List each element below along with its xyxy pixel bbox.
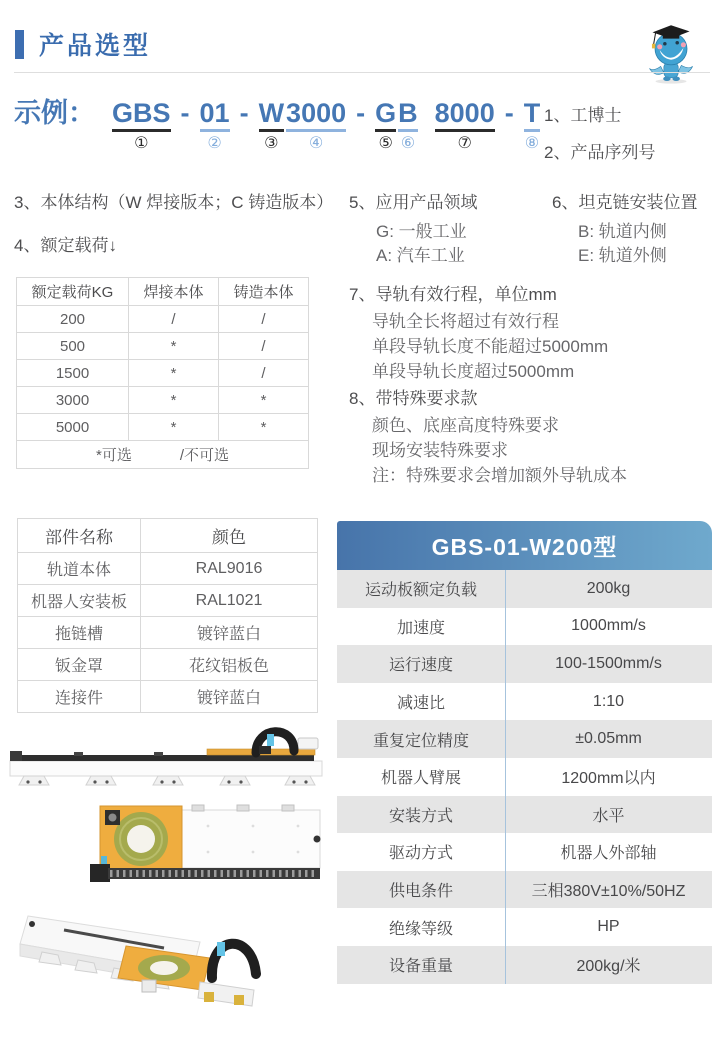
model-segment: W ③ [258,98,285,153]
section-8-line: 注：特殊要求会增加额外导轨成本 [372,466,627,485]
segment-number: ① [134,135,149,153]
rated-load-table [16,277,309,469]
title-accent-bar [15,30,24,59]
segment-number: ⑤ [378,135,393,153]
segment-number: ⑧ [524,135,540,153]
section-8-line: 现场安装特殊要求 [372,441,508,460]
color-table-header: 部件名称 [18,519,141,553]
section-8-line: 颜色、底座高度特殊要求 [372,416,559,435]
table-footer-row [17,441,309,469]
model-segment: T ⑧ [523,98,541,153]
spec-row: 减速比 1:10 [396,692,625,713]
table-row: 连接件 镀锌蓝白 [18,681,318,713]
model-separator: - [356,98,366,128]
example-note-1: 1、工博士 [544,106,622,125]
load-table-legend: /不可选 [179,447,229,464]
segment-number: ② [207,135,222,153]
table-row: 500 * / [17,333,309,360]
table-row: 3000 * * [17,387,309,414]
spec-row: 供电条件 三相380V±10%/50HZ [337,871,712,909]
spec-table [337,521,712,984]
table-row: 5000 * * [17,414,309,441]
spec-row: 重复定位精度 ±0.05mm [337,720,712,758]
segment-number: ⑦ [457,135,472,153]
table-row: 拖链槽 镀锌蓝白 [18,617,318,649]
spec-row: 安装方式 水平 [337,796,712,834]
section-6-item: B: 轨道内侧 [578,222,667,241]
section-7-line: 单段导轨长度不能超过5000mm [372,337,609,356]
section-5-heading: 5、应用产品领域 [349,193,478,212]
product-photo-rail-top-view [88,798,328,886]
section-7-heading: 7、导轨有效行程，单位mm [349,285,557,304]
model-segment: B ⑥ [398,98,418,153]
model-segment: 8000 ⑦ [434,98,495,153]
model-separator: - [504,98,514,128]
segment-number: ⑥ [400,135,416,153]
header-divider [14,72,710,73]
table-row: 钣金罩 花纹铝板色 [18,649,318,681]
section-6-item: E: 轨道外侧 [578,246,667,265]
table-row: 1500 * / [17,360,309,387]
spec-row: 加速度 1000mm/s [396,617,646,637]
section-5-item: A: 汽车工业 [376,246,465,265]
mascot-doctor-icon [636,20,704,84]
example-note-2: 2、产品序列号 [544,143,656,162]
load-table-legend: *可选 [95,447,132,464]
model-separator: - [180,98,190,128]
segment-number: ④ [308,135,324,153]
example-label: 示例： [14,98,95,128]
section-3-heading: 3、本体结构（W 焊接版本；C 铸造版本） [14,193,334,212]
table-row: 轨道本体 RAL9016 [18,553,318,585]
spec-table-title: GBS-01-W200型 [337,521,712,570]
section-7-line: 导轨全长将超过有效行程 [372,312,559,331]
model-segment: 3000 ④ [286,98,347,153]
parts-color-table [17,518,318,713]
load-table-header: 额定载荷KG [17,278,129,306]
example-model-code [14,97,545,152]
spec-row: 运动板额定负载 200kg [337,570,712,608]
section-4-heading: 4、额定载荷↓ [14,236,117,255]
section-8-heading: 8、带特殊要求款 [349,389,478,408]
model-segment: G ⑤ [375,98,397,153]
section-5-item: G: 一般工业 [376,222,467,241]
load-table-header: 铸造本体 [219,278,309,306]
page-title: 产品选型 [39,32,152,60]
table-row: 200 / / [17,306,309,333]
spec-row: 设备重量 200kg/米 [337,946,712,984]
segment-number: ③ [264,135,279,153]
spec-row: 绝缘等级 HP [388,918,620,938]
load-table-header: 焊接本体 [129,278,219,306]
spec-row: 机器人臂展 1200mm以内 [380,770,656,788]
spec-row: 运行速度 100-1500mm/s [337,645,712,683]
table-row: 机器人安装板 RAL1021 [18,585,318,617]
product-photo-rail-perspective-view [14,882,314,1022]
model-segment: GBS ① [112,98,171,153]
spec-column-divider [505,570,506,984]
spec-row: 驱动方式 机器人外部轴 [388,845,657,863]
model-segment: 01 ② [199,98,230,153]
product-photo-rail-side-view [4,722,334,800]
color-table-header: 颜色 [141,519,318,553]
section-6-heading: 6、坦克链安装位置 [552,193,698,212]
section-7-line: 单段导轨长度超过5000mm [372,362,575,381]
model-separator: - [239,98,249,128]
